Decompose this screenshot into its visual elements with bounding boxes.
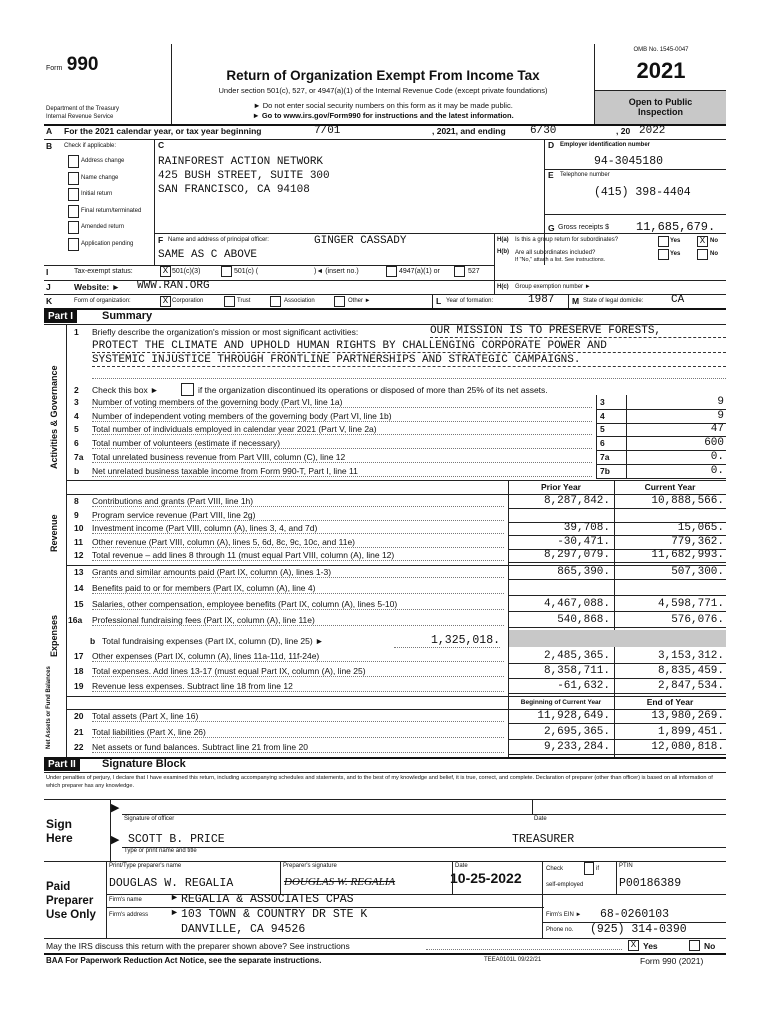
firm-ein-label: Firm's EIN ► xyxy=(546,912,582,918)
section-e-heading: Telephone number xyxy=(560,172,610,178)
expense-line-rule xyxy=(508,595,726,596)
side-net-assets: Net Assets or Fund Balances xyxy=(46,666,52,749)
discuss-yes-label: Yes xyxy=(643,941,658,951)
line-a-mid: , 2021, and ending xyxy=(432,126,506,136)
tax-year: 2021 xyxy=(636,58,686,83)
preparer-name[interactable]: DOUGLAS W. REGALIA xyxy=(109,877,234,890)
section-b-item-label: Name change xyxy=(81,174,119,181)
officer-title[interactable]: TREASURER xyxy=(512,833,575,846)
expense-line-current[interactable]: 4,598,771. xyxy=(657,598,724,610)
preparer-date-label: Date xyxy=(455,863,468,869)
expense-line-current[interactable]: 8,835,459. xyxy=(657,665,724,677)
omb-number: OMB No. 1545-0047 xyxy=(633,47,689,53)
line-a-text: For the 2021 calendar year, or tax year beginning xyxy=(64,126,262,136)
line-j-label: J xyxy=(46,282,51,292)
col-end-year: End of Year xyxy=(646,697,694,707)
checkbox-application-pending[interactable] xyxy=(68,238,79,251)
section-f-label: F xyxy=(158,235,164,245)
org-association-checkbox[interactable] xyxy=(270,296,281,307)
expense-line-current[interactable]: 2,847,534. xyxy=(657,680,724,692)
status-501c-checkbox[interactable] xyxy=(221,266,232,277)
revenue-line-text: Investment income (Part VIII, column (A), lines 3, 4, and 7d) xyxy=(92,523,504,534)
self-employed-checkbox[interactable] xyxy=(584,862,594,875)
gov-line-text: Net unrelated business taxable income from Form 990-T, Part I, line 11 xyxy=(92,466,592,477)
form-word: Form xyxy=(46,65,63,72)
gov-line-box: 6 xyxy=(600,438,605,449)
section-b-item-label: Amended return xyxy=(81,224,125,230)
form-title: Return of Organization Exempt From Income Tax xyxy=(226,68,540,83)
hb-yes-label: Yes xyxy=(670,251,681,257)
irs-link-instruction: ► Go to www.irs.gov/Form990 for instructions and the latest information. xyxy=(252,111,514,120)
section-b-heading: Check if applicable: xyxy=(64,143,117,149)
expense-line-prior[interactable]: 4,467,088. xyxy=(543,598,610,610)
expense-line-num: 17 xyxy=(74,651,84,661)
expense-line-num: 14 xyxy=(74,583,84,593)
preparer-label: Preparer xyxy=(46,895,94,907)
col-prior-year: Prior Year xyxy=(540,482,581,492)
use-only-label: Use Only xyxy=(46,909,96,921)
section-b-item-label: Initial return xyxy=(81,191,113,197)
firm-name[interactable]: REGALIA & ASSOCIATES CPAS xyxy=(181,893,354,906)
net-assets-line-current[interactable]: 13,980,269. xyxy=(651,710,724,722)
revenue-line-num: 8 xyxy=(74,496,79,506)
revenue-line-num: 12 xyxy=(74,550,84,561)
revenue-line-text: Contributions and grants (Part VIII, line 1h) xyxy=(92,496,504,507)
gov-line-num: b xyxy=(74,465,80,476)
section-d-label: D xyxy=(548,140,555,150)
status-4947-checkbox[interactable] xyxy=(386,266,397,277)
org-corporation-label: Corporation xyxy=(172,298,204,304)
form-subtitle: Under section 501(c), 527, or 4947(a)(1) of the Internal Revenue Code (except private foundations) xyxy=(218,86,548,95)
status-527-checkbox[interactable] xyxy=(454,266,465,277)
revenue-line-rule xyxy=(508,508,726,509)
principal-officer-address[interactable]: SAME AS C ABOVE xyxy=(158,249,258,261)
website-value[interactable]: WWW.RAN.ORG xyxy=(137,280,210,292)
expense-line-text: Other expenses (Part IX, column (A), lines 11a-11d, 11f-24e) xyxy=(92,651,504,662)
line-a-year-prefix: , 20 xyxy=(616,126,631,136)
dept-irs: Internal Revenue Service xyxy=(46,114,114,120)
checkbox-address-change[interactable] xyxy=(68,155,79,168)
ha-text: Is this a group return for subordinates? xyxy=(515,237,619,243)
gov-line-text: Number of independent voting members of the governing body (Part VI, line 1b) xyxy=(92,411,592,422)
net-assets-line-prior[interactable]: 2,695,365. xyxy=(543,725,610,738)
preparer-phone[interactable]: (925) 314-0390 xyxy=(590,923,687,936)
expense-line-prior[interactable]: -61,632. xyxy=(557,680,610,692)
ha-yes-label: Yes xyxy=(670,238,681,244)
revenue-line-prior[interactable]: 8,287,842. xyxy=(543,495,610,507)
tax-year-end[interactable]: 6/30 xyxy=(530,125,557,137)
year-formation-label: Year of formation: xyxy=(446,298,494,304)
expense-line-prior[interactable]: 865,390. xyxy=(557,566,610,578)
phone-label: Phone no. xyxy=(546,927,574,933)
expense-line-text: Salaries, other compensation, employee benefits (Part IX, column (A), lines 5-10) xyxy=(92,599,504,610)
checkbox-final-return-terminated[interactable] xyxy=(68,205,79,218)
name-arrow-icon: ▶ xyxy=(111,834,120,846)
gov-line-box: 4 xyxy=(600,410,605,421)
line1-num: 1 xyxy=(74,327,79,337)
gross-receipts-label: Gross receipts $ xyxy=(558,224,609,231)
discuss-yes-checkbox[interactable]: X xyxy=(628,940,639,951)
expense-line-text: Total expenses. Add lines 13-17 (must equal Part IX, column (A), line 25) xyxy=(92,666,504,677)
open-to-public-badge xyxy=(595,91,726,124)
expense-line-prior[interactable]: 540,868. xyxy=(557,614,610,626)
org-other-label: Other ► xyxy=(348,298,371,304)
part2-label: Part II xyxy=(44,758,80,771)
hb-text: Are all subordinates included? xyxy=(515,250,596,256)
preparer-date[interactable]: 10-25-2022 xyxy=(450,870,522,886)
gov-line-text: Total unrelated business revenue from Part VIII, column (C), line 12 xyxy=(92,452,592,463)
expense-line-rule xyxy=(508,693,726,694)
org-name[interactable]: RAINFOREST ACTION NETWORK xyxy=(158,156,324,168)
mission-line2[interactable]: PROTECT THE CLIMATE AND UPHOLD HUMAN RIGHTS BY CHALLENGING CORPORATE POWER AND xyxy=(92,340,726,353)
net-assets-line-text: Net assets or fund balances. Subtract line 21 from line 20 xyxy=(92,742,504,753)
hb-label: H(b) xyxy=(497,249,509,255)
expense-line-rule xyxy=(508,579,726,580)
open-public-line2: Inspection xyxy=(637,107,683,117)
hb-yes-checkbox[interactable] xyxy=(658,249,669,260)
signature-officer-label: Signature of officer xyxy=(124,816,175,822)
gov-line-value[interactable]: 0. xyxy=(710,464,724,477)
dept-treasury: Department of the Treasury xyxy=(46,106,120,112)
side-revenue: Revenue xyxy=(49,514,59,552)
expense-line-text: Grants and similar amounts paid (Part IX, column (A), lines 1-3) xyxy=(92,567,504,578)
gov-line-text: Total number of individuals employed in calendar year 2021 (Part V, line 2a) xyxy=(92,424,592,435)
net-assets-line-rule xyxy=(508,754,726,755)
status-501c3-checkbox[interactable]: X xyxy=(160,266,171,277)
expense-line-rule xyxy=(508,627,726,628)
perjury-statement: Under penalties of perjury, I declare that I have examined this return, including accompanying schedules and statements, and to the best of my knowledge and belief, it is true, correct, and complete. Declaration of preparer (other than officer) is based on all information of which preparer has any knowledge. xyxy=(46,775,713,789)
section-d-heading: Employer identification number xyxy=(560,142,651,148)
net-assets-line-prior[interactable]: 9,233,284. xyxy=(543,741,610,753)
paid-label: Paid xyxy=(46,881,71,893)
telephone-number[interactable]: (415) 398-4404 xyxy=(594,186,691,199)
org-association-label: Association xyxy=(284,298,315,304)
expense-line-text: Benefits paid to or for members (Part IX, column (A), line 4) xyxy=(92,583,504,594)
checkbox-name-change[interactable] xyxy=(68,172,79,185)
preparer-sig-label: Preparer's signature xyxy=(283,863,337,869)
hb-no-label: No xyxy=(710,251,718,257)
open-public-line1: Open to Public xyxy=(628,97,693,107)
check-label: Check xyxy=(546,866,564,872)
gov-line-num: 4 xyxy=(74,410,79,421)
expense-line-text: Professional fundraising fees (Part IX, column (A), line 11e) xyxy=(92,615,504,626)
expense-line-prior[interactable]: 8,358,711. xyxy=(543,665,610,677)
col-current-year: Current Year xyxy=(644,482,696,492)
officer-name[interactable]: SCOTT B. PRICE xyxy=(128,833,225,846)
mission-line1[interactable]: OUR MISSION IS TO PRESERVE FORESTS, xyxy=(430,325,726,338)
gross-receipts-value[interactable]: 11,685,679. xyxy=(636,220,716,234)
officer-signature-field[interactable] xyxy=(122,815,522,827)
tax-year-begin[interactable]: 7/01 xyxy=(314,125,341,137)
revenue-line-prior[interactable]: 39,708. xyxy=(563,522,610,535)
firm-address-label: Firm's address xyxy=(109,912,149,918)
firm-name-arrow-icon: ► xyxy=(170,892,179,902)
line-k-label: K xyxy=(46,296,53,306)
net-assets-line-prior[interactable]: 11,928,649. xyxy=(537,710,610,722)
revenue-line-current[interactable]: 15,065. xyxy=(677,522,724,535)
org-other-checkbox[interactable] xyxy=(334,296,345,307)
section-f-text: Name and address of principal officer: xyxy=(168,237,269,243)
line16b-text: Total fundraising expenses (Part IX, column (D), line 25) ► xyxy=(102,636,324,646)
firm-name-label: Firm's name xyxy=(109,897,142,903)
here-label: Here xyxy=(46,831,73,845)
revenue-line-num: 11 xyxy=(74,536,83,547)
section-g-label: G xyxy=(548,223,555,233)
discuss-text: May the IRS discuss this return with the preparer shown above? See instructions xyxy=(46,941,350,951)
website-label: Website: ► xyxy=(74,282,121,292)
ha-label: H(a) xyxy=(497,237,509,243)
expense-line-num: 18 xyxy=(74,666,84,676)
sign-arrow-icon: ▶ xyxy=(111,802,120,814)
revenue-line-current[interactable]: 11,682,993. xyxy=(651,549,724,562)
org-city[interactable]: SAN FRANCISCO, CA 94108 xyxy=(158,184,310,196)
net-assets-line-current[interactable]: 12,080,818. xyxy=(651,741,724,753)
ha-no-label: No xyxy=(710,238,718,244)
discuss-no-label: No xyxy=(704,941,716,951)
side-expenses: Expenses xyxy=(49,614,59,657)
gov-line-num: 5 xyxy=(74,424,79,435)
net-assets-line-rule xyxy=(508,723,726,724)
expense-line-prior[interactable]: 2,485,365. xyxy=(543,650,610,662)
gov-line-value[interactable]: 9 xyxy=(717,396,724,408)
expense-line-current[interactable]: 576,076. xyxy=(671,614,724,626)
net-assets-line-num: 20 xyxy=(74,711,84,721)
hc-label: H(c) xyxy=(497,284,509,290)
baa-notice: BAA For Paperwork Reduction Act Notice, see the separate instructions. xyxy=(46,956,322,965)
discuss-no-checkbox[interactable] xyxy=(689,940,700,951)
gov-line-value[interactable]: 0. xyxy=(710,450,724,463)
expense-line-num: 16a xyxy=(68,615,83,625)
form-reference: Form 990 (2021) xyxy=(640,956,704,966)
revenue-line-prior[interactable]: -30,471. xyxy=(557,535,610,548)
sign-label: Sign xyxy=(46,817,72,831)
gov-line-num: 7a xyxy=(74,451,84,462)
revenue-line-num: 10 xyxy=(74,523,84,534)
type-print-label: Type or print name and title xyxy=(124,848,197,854)
line16b-num: b xyxy=(90,636,96,646)
gov-line-value[interactable]: 9 xyxy=(717,409,724,422)
status-527-label: 527 xyxy=(468,268,480,275)
section-b-item-label: Application pending xyxy=(81,240,134,247)
part1-label: Part I xyxy=(44,310,77,323)
expense-line-text: Revenue less expenses. Subtract line 18 from line 12 xyxy=(92,681,504,692)
line2-text2: if the organization discontinued its operations or disposed of more than 25% of its net assets. xyxy=(198,385,548,395)
gov-line-text: Number of voting members of the governing body (Part VI, line 1a) xyxy=(92,397,592,408)
net-assets-line-num: 21 xyxy=(74,726,84,737)
tax-year-end-year[interactable]: 2022 xyxy=(639,125,666,137)
year-formation-value[interactable]: 1987 xyxy=(528,294,555,306)
gov-line-box: 5 xyxy=(600,424,605,435)
firm-address-line1[interactable]: 103 TOWN & COUNTRY DR STE K xyxy=(181,908,368,921)
form-code: TEEA0101L 09/22/21 xyxy=(484,957,542,963)
gov-line-box: 7a xyxy=(600,451,610,462)
revenue-line-current[interactable]: 779,362. xyxy=(671,535,724,548)
section-c-label: C xyxy=(158,140,165,150)
line-i-label: I xyxy=(46,267,49,277)
if-label: if xyxy=(596,866,599,872)
gov-row-rule xyxy=(596,478,726,479)
revenue-line-text: Other revenue (Part VIII, column (A), lines 5, 6d, 8c, 9c, 10c, and 11e) xyxy=(92,537,504,548)
firm-address-line2[interactable]: DANVILLE, CA 94526 xyxy=(181,923,306,936)
gov-line-num: 3 xyxy=(74,397,79,407)
hc-text: Group exemption number ► xyxy=(515,284,591,290)
gov-line-box: 3 xyxy=(600,397,605,407)
status-501c3-label: 501(c)(3) xyxy=(172,268,201,275)
gov-line-num: 6 xyxy=(74,438,79,449)
expense-line-current[interactable]: 507,300. xyxy=(671,566,724,578)
preparer-signature[interactable]: DOUGLAS W. REGALIA xyxy=(284,876,396,888)
net-assets-line-text: Total liabilities (Part X, line 26) xyxy=(92,727,504,738)
col-begin-year: Beginning of Current Year xyxy=(520,699,602,706)
section-e-label: E xyxy=(548,170,554,180)
revenue-line-num: 9 xyxy=(74,509,79,520)
firm-address-arrow-icon: ► xyxy=(170,907,179,917)
ha-yes-checkbox[interactable] xyxy=(658,236,669,247)
mission-line3[interactable]: SYSTEMIC INJUSTICE THROUGH FRONTLINE PARTNERSHIPS AND STRATEGIC CAMPAIGNS. xyxy=(92,354,726,367)
gov-line-box: 7b xyxy=(600,465,610,476)
revenue-line-text: Total revenue – add lines 8 through 11 (must equal Part VIII, column (A), line 12) xyxy=(92,550,504,561)
status-501c-label: 501(c) ( xyxy=(234,268,259,275)
expense-line-rule xyxy=(508,678,726,679)
ssn-warning: ► Do not enter social security numbers on this form as it may be made public. xyxy=(253,101,513,110)
ptin-value[interactable]: P00186389 xyxy=(619,877,682,890)
form-990 xyxy=(44,44,726,974)
checkbox-amended-return[interactable] xyxy=(68,221,79,234)
line-l-label: L xyxy=(436,296,442,306)
revenue-line-text: Program service revenue (Part VIII, line 2g) xyxy=(92,510,504,521)
expense-line-rule xyxy=(508,611,726,612)
net-assets-line-current[interactable]: 1,899,451. xyxy=(657,725,724,738)
revenue-line-current[interactable]: 10,888,566. xyxy=(651,495,724,507)
status-501c-insert-label: )◄ (insert no.) xyxy=(314,268,359,275)
expense-line-num: 15 xyxy=(74,599,84,609)
revenue-line-prior[interactable]: 8,297,079. xyxy=(543,549,610,562)
net-assets-line-rule xyxy=(508,739,726,740)
state-domicile-value[interactable]: CA xyxy=(671,294,685,306)
section-b-item-label: Final return/terminated xyxy=(81,207,142,214)
form-number-block xyxy=(46,54,99,76)
hb-no-checkbox[interactable] xyxy=(697,249,708,260)
employer-id-number[interactable]: 94-3045180 xyxy=(594,155,664,168)
state-domicile-label: State of legal domicile: xyxy=(583,298,644,304)
net-assets-line-num: 22 xyxy=(74,742,84,752)
line1-text: Briefly describe the organization's mission or most significant activities: xyxy=(92,327,359,337)
gov-line-value[interactable]: 47 xyxy=(710,423,724,436)
line2-num: 2 xyxy=(74,385,79,395)
checkbox-initial-return[interactable] xyxy=(68,188,79,201)
net-assets-line-text: Total assets (Part X, line 16) xyxy=(92,711,504,722)
gov-line-text: Total number of volunteers (estimate if necessary) xyxy=(92,438,592,449)
revenue-line-rule xyxy=(508,562,726,563)
ha-no-checkbox[interactable]: X xyxy=(697,236,708,247)
form-of-org-label: Form of organization: xyxy=(74,298,131,304)
expense-line-num: 13 xyxy=(74,567,84,577)
principal-officer-name[interactable]: GINGER CASSADY xyxy=(314,235,407,247)
preparer-name-label: Print/Type preparer's name xyxy=(109,863,182,869)
org-street[interactable]: 425 BUSH STREET, SUITE 300 xyxy=(158,170,330,182)
line16b-value[interactable]: 1,325,018. xyxy=(394,634,500,648)
ptin-label: PTIN xyxy=(619,863,633,869)
org-corporation-checkbox[interactable]: X xyxy=(160,296,171,307)
line-m-label: M xyxy=(572,296,580,306)
gov-line-value[interactable]: 600 xyxy=(704,437,724,450)
firm-ein[interactable]: 68-0260103 xyxy=(600,908,670,921)
expense-line-current[interactable]: 3,153,312. xyxy=(657,650,724,662)
tax-exempt-status-label: Tax-exempt status: xyxy=(74,268,133,275)
org-trust-checkbox[interactable] xyxy=(224,296,235,307)
form-number: 990 xyxy=(66,54,99,75)
hb-note: If "No," attach a list. See instructions. xyxy=(515,257,606,263)
org-trust-label: Trust xyxy=(237,298,251,304)
line-a-label: A xyxy=(46,126,53,136)
side-activities-governance: Activities & Governance xyxy=(49,365,59,469)
section-b-label: B xyxy=(46,141,53,151)
status-4947-label: 4947(a)(1) or xyxy=(399,268,440,275)
self-employed-label: self-employed xyxy=(546,882,584,888)
expense-line-num: 19 xyxy=(74,681,84,691)
part1-title: Summary xyxy=(102,310,153,322)
expense-line-rule xyxy=(508,663,726,664)
part2-title: Signature Block xyxy=(102,758,186,770)
discontinued-checkbox[interactable] xyxy=(181,383,194,396)
section-b-item-label: Address change xyxy=(81,158,125,164)
line2-text: Check this box ► xyxy=(92,385,159,395)
signature-date-label: Date xyxy=(534,816,547,822)
